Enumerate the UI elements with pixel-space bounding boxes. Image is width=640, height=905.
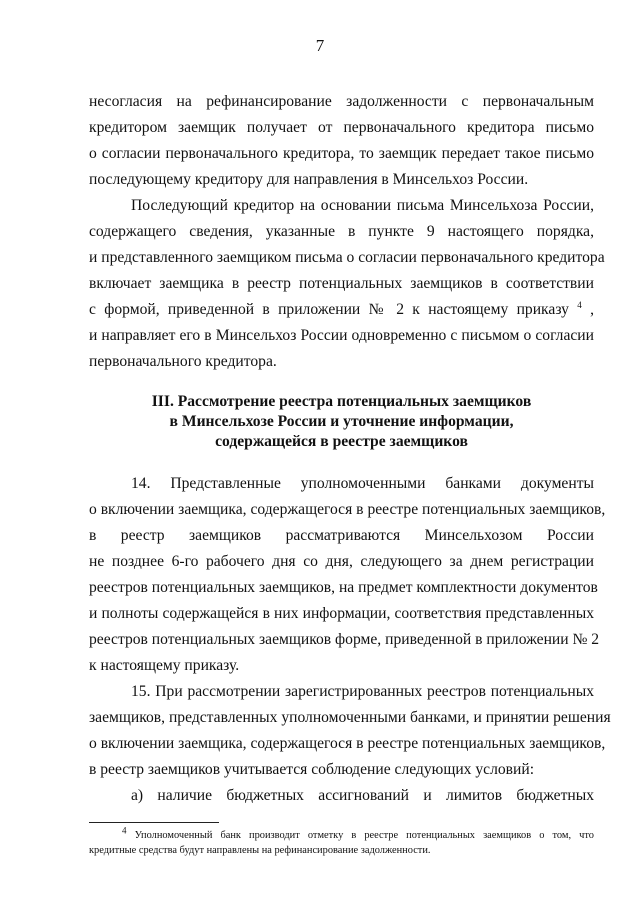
text-line: несогласия на рефинансирование задолженности с первоначальным [89,93,594,110]
section-heading-line: III. Рассмотрение реестра потенциальных заемщиков [151,393,532,410]
footnote-divider [89,822,219,823]
text-line: не позднее 6-го рабочего дня со дня, следующего за днем регистрации [89,553,594,570]
footnote-reference: 4 [577,299,582,310]
section-heading-line: содержащейся в реестре заемщиков [215,433,468,450]
text-line: последующему кредитору для направления в Минсельхоз России. [89,171,529,188]
text-line: кредитором заемщик получает от первоначального кредитора письмо [89,119,594,136]
text-line: о согласии первоначального кредитора, то заемщик передает такое письмо [89,145,594,162]
text-line: к настоящему приказу. [89,657,240,674]
text-line: включает заемщика в реестр потенциальных заемщиков в соответствии [89,275,594,292]
footnote-text: Уполномоченный банк производит отметку в реестре потенциальных заемщиков о том, что [134,830,594,841]
text-line-with-footnote [89,300,594,320]
text-span: , [590,301,595,318]
text-line: 15. При рассмотрении зарегистрированных реестров потенциальных [131,683,594,700]
text-line: в реестр заемщиков рассматриваются Минсельхозом России [89,527,594,544]
footnote-marker: 4 [122,825,127,836]
text-line: реестров потенциальных заемщиков, на предмет комплектности документов [89,579,598,596]
text-line: а) наличие бюджетных ассигнований и лимитов бюджетных [131,787,594,804]
text-line: и направляет его в Минсельхоз России одновременно с письмом о согласии [89,327,594,344]
text-line: Последующий кредитор на основании письма Минсельхоза России, [131,197,594,214]
text-line: о включении заемщика, содержащегося в реестре потенциальных заемщиков, [89,501,606,518]
text-line: первоначального кредитора. [89,353,277,370]
section-heading-line: в Минсельхозе России и уточнение информации, [169,413,514,430]
text-line: в реестр заемщиков учитывается соблюдение следующих условий: [89,761,535,778]
text-line: о включении заемщика, содержащегося в реестре потенциальных заемщиков, [89,735,606,752]
text-line: реестров потенциальных заемщиков форме, приведенной в приложении № 2 [89,631,600,648]
text-line: и полноты содержащейся в них информации, соответствия представленных [89,605,594,622]
text-line: и представленного заемщиком письма о согласии первоначального кредитора [89,249,605,266]
footnote-line: кредитные средства будут направлены на рефинансирование задолженности. [89,845,431,856]
text-line: заемщиков, представленных уполномоченными банками, и принятии решения [89,709,611,726]
footnote-line [122,825,594,843]
text-span: с формой, приведенной в приложении № 2 к настоящему приказу [89,301,569,318]
page-number: 7 [315,36,325,55]
text-line: 14. Представленные уполномоченными банками документы [131,475,594,492]
text-line: содержащего сведения, указанные в пункте 9 настоящего порядка, [89,223,594,240]
